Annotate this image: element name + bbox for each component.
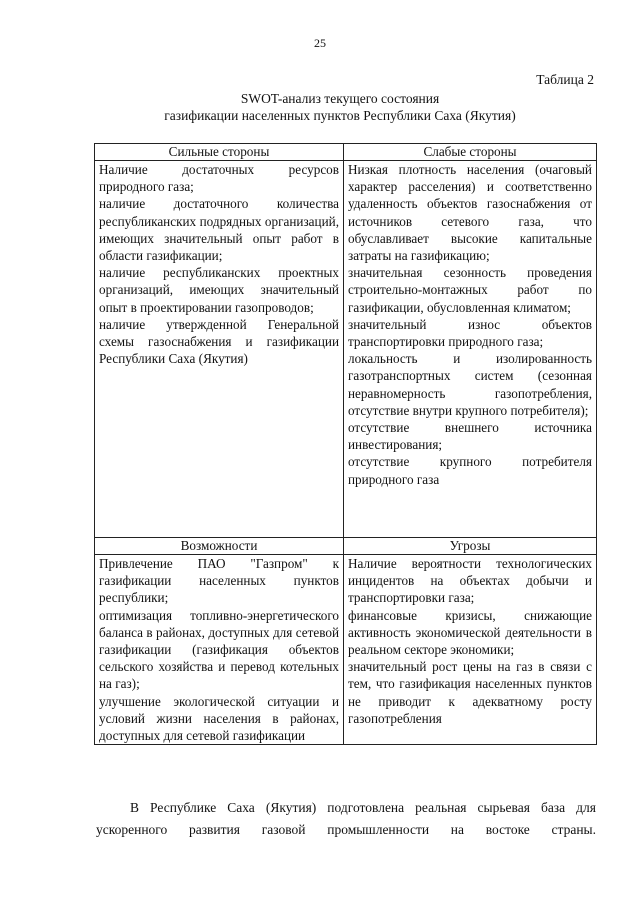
opportunity-item: улучшение экологической ситуации и условий жизни населения в районах, доступных для сетевой газификации (99, 693, 339, 744)
strength-item: наличие достаточного количества республиканских подрядных организаций, имеющих значительный опыт работ в области газификации; (99, 196, 339, 264)
threats-header: Угрозы (344, 538, 597, 555)
threat-item: Наличие вероятности технологических инцидентов на объектах добычи и транспортировки газа; (348, 556, 592, 606)
swot-content-row-bottom (95, 555, 597, 745)
swot-content-row-top (95, 161, 597, 538)
threats-cell (344, 555, 597, 745)
swot-header-row-bottom (95, 538, 597, 555)
weaknesses-header: Слабые стороны (344, 144, 597, 161)
weakness-item: локальность и изолированность газотранспортных систем (сезонная неравномерность газопотребления, отсутствие внутри крупного потребителя); (348, 351, 592, 418)
swot-header-row-top (95, 144, 597, 161)
table-title (90, 90, 590, 124)
strength-item: наличие утвержденной Генеральной схемы газоснабжения и газификации Республики Саха (Якутия) (99, 316, 339, 367)
swot-table (94, 143, 597, 745)
strength-item: наличие республиканских проектных организаций, имеющих значительный опыт в проектировании газопроводов; (99, 265, 339, 315)
weaknesses-cell (344, 161, 597, 538)
opportunities-header: Возможности (95, 538, 344, 555)
strengths-header: Сильные стороны (95, 144, 344, 161)
table-title-line-1: SWOT-анализ текущего состояния (240, 91, 440, 106)
opportunity-item: Привлечение ПАО "Газпром" к газификации населенных пунктов республики; (99, 556, 339, 606)
strength-item: Наличие достаточных ресурсов природного газа; (99, 162, 339, 195)
threat-item: значительный рост цены на газ в связи с тем, что газификация населенных пунктов не приводит к адекватному росту газопотребления (348, 659, 592, 726)
weakness-item: значительная сезонность проведения строительно-монтажных работ по газификации, обусловленная климатом; (348, 265, 592, 315)
weakness-item: отсутствие внешнего источника инвестирования; (348, 420, 592, 453)
strengths-cell (95, 161, 344, 538)
weakness-item: отсутствие крупного потребителя природного газа (348, 454, 592, 487)
threat-item: финансовые кризисы, снижающие активность экономической деятельности в реальном секторе экономики; (348, 607, 592, 658)
table-caption: Таблица 2 (536, 72, 594, 87)
table-title-line-2: газификации населенных пунктов Республики Саха (Якутия) (164, 108, 516, 123)
page-number: 25 (314, 36, 326, 50)
body-paragraph: В Республике Саха (Якутия) подготовлена реальная сырьевая база для ускоренного развития газовой промышленности на востоке страны. (96, 800, 596, 837)
weakness-item: значительный износ объектов транспортировки природного газа; (348, 316, 592, 350)
opportunity-item: оптимизация топливно-энергетического баланса в районах, доступных для сетевой газификации (газификация объектов сельского хозяйства и перевод котельных на газ); (99, 607, 339, 692)
opportunities-cell (95, 555, 344, 745)
weakness-item: Низкая плотность населения (очаговый характер расселения) и соответственно удаленность объектов газоснабжения от источников сетевого газа, что обуславливает высокие капитальные затраты на газификацию; (348, 162, 592, 264)
